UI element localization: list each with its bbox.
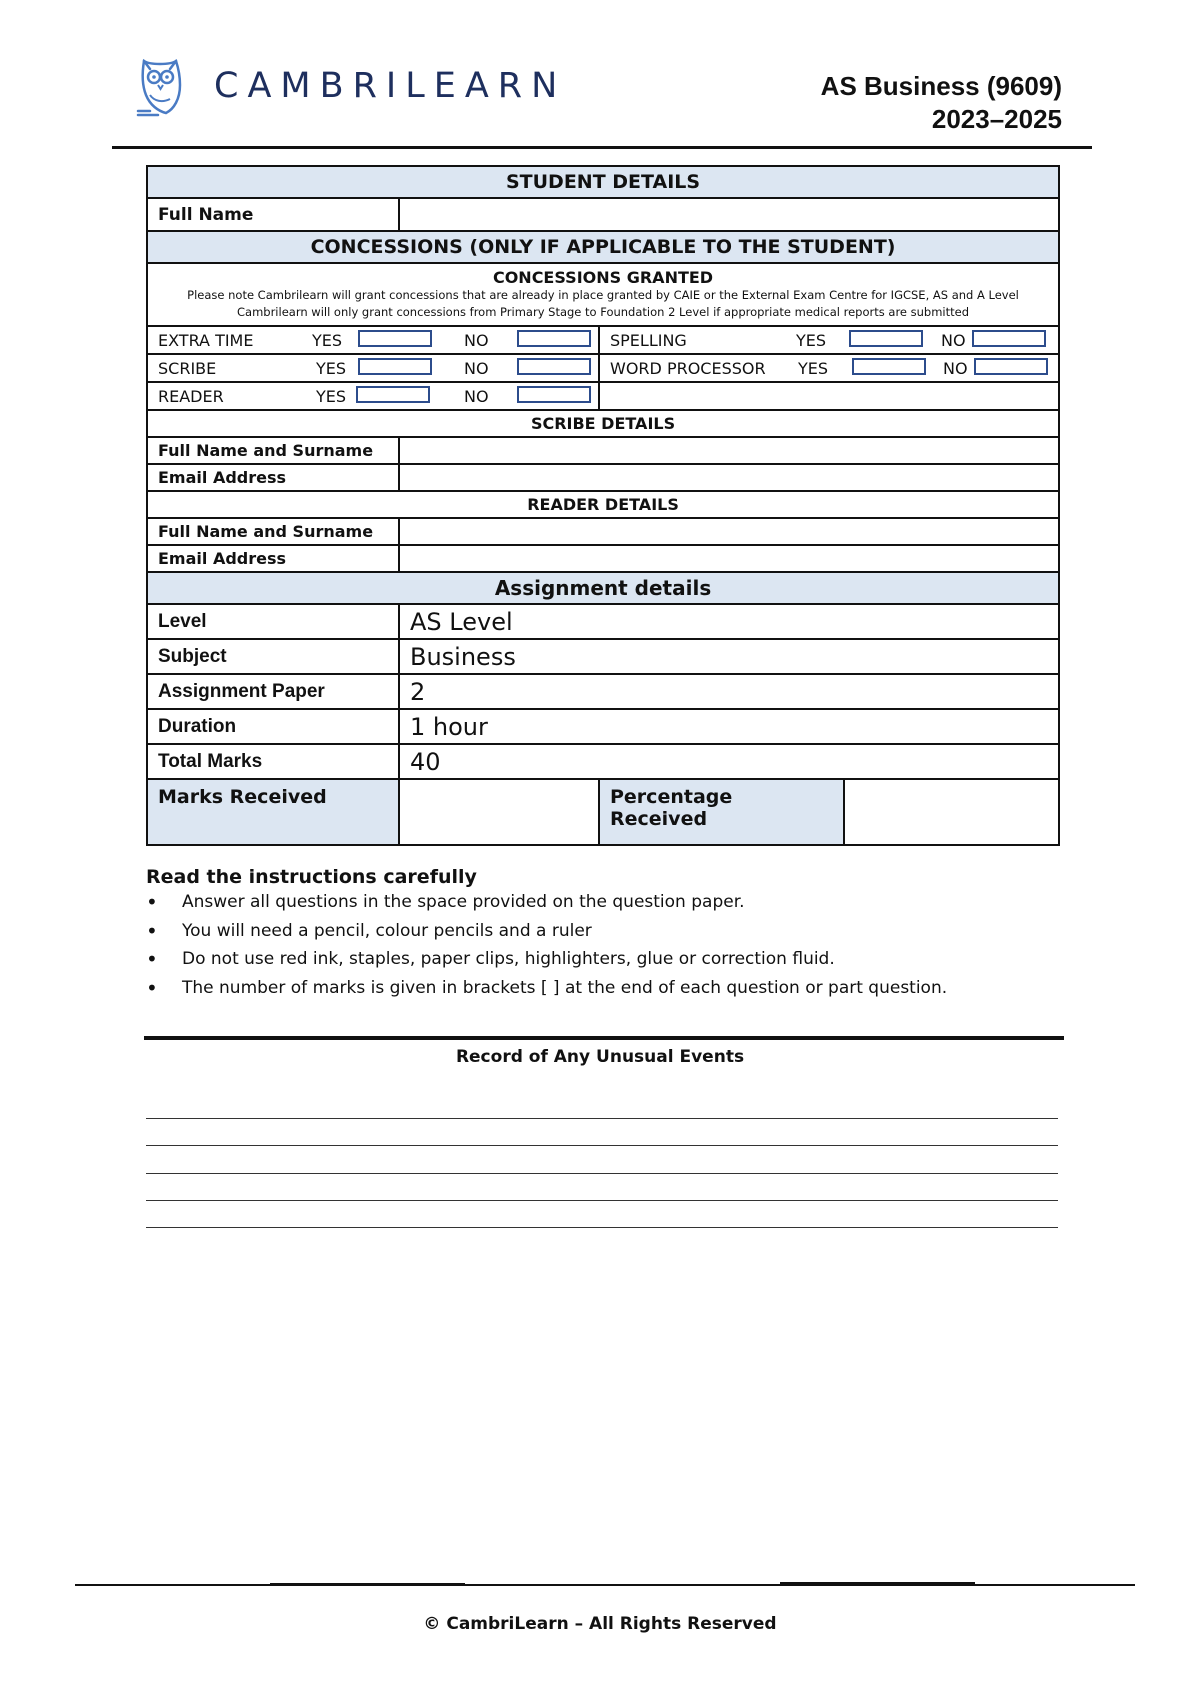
- duration-label: Duration: [147, 709, 399, 744]
- instruction-item: • You will need a pencil, colour pencils and a ruler: [146, 921, 947, 950]
- writing-line[interactable]: [146, 1200, 1058, 1201]
- percentage-received-label: Percentage Received: [599, 779, 844, 845]
- concession-label: SPELLING: [610, 331, 687, 350]
- assignment-details-heading: Assignment details: [147, 572, 1059, 604]
- writing-line[interactable]: [146, 1145, 1058, 1146]
- duration-value: 1 hour: [399, 709, 1059, 744]
- paper-label: Assignment Paper: [147, 674, 399, 709]
- yes-label: YES: [316, 387, 347, 406]
- spelling-no-checkbox[interactable]: [972, 330, 1046, 347]
- course-heading: [821, 70, 1062, 136]
- word-processor-no-checkbox[interactable]: [974, 358, 1048, 375]
- total-marks-label: Total Marks: [147, 744, 399, 779]
- yes-label: YES: [316, 359, 347, 378]
- cambrilearn-logo: [136, 54, 566, 118]
- word-processor-yes-checkbox[interactable]: [852, 358, 926, 375]
- no-label: NO: [464, 331, 489, 350]
- reader-no-checkbox[interactable]: [517, 386, 591, 403]
- concession-label: WORD PROCESSOR: [610, 359, 766, 378]
- footer-rule: [75, 1584, 1135, 1586]
- concessions-granted: [147, 263, 1059, 326]
- level-value: AS Level: [399, 604, 1059, 639]
- no-label: NO: [464, 359, 489, 378]
- no-label: NO: [464, 387, 489, 406]
- concessions-note-2: Cambrilearn will only grant concessions from Primary Stage to Foundation 2 Level if appropriate medical reports are submitted: [237, 305, 970, 319]
- concession-empty-cell: [599, 382, 1059, 410]
- extra-time-yes-checkbox[interactable]: [358, 330, 432, 347]
- writing-line[interactable]: [146, 1118, 1058, 1119]
- reader-name-field[interactable]: [399, 518, 1059, 545]
- writing-line[interactable]: [146, 1173, 1058, 1174]
- extra-time-no-checkbox[interactable]: [517, 330, 591, 347]
- subject-label: Subject: [147, 639, 399, 674]
- marks-received-label: Marks Received: [147, 779, 399, 845]
- scribe-email-label: Email Address: [147, 464, 399, 491]
- instruction-item: • The number of marks is given in brackets [ ] at the end of each question or part question.: [146, 978, 947, 1007]
- section-divider: [144, 1036, 1064, 1040]
- scribe-details-heading: SCRIBE DETAILS: [147, 410, 1059, 437]
- concession-label: READER: [158, 387, 224, 406]
- unusual-events-title: Record of Any Unusual Events: [455, 1047, 745, 1067]
- copyright-notice: © CambriLearn – All Rights Reserved: [423, 1614, 777, 1634]
- course-years: 2023–2025: [931, 104, 1062, 134]
- concession-spelling: [599, 326, 1059, 354]
- instruction-item: • Answer all questions in the space provided on the question paper.: [146, 892, 947, 921]
- reader-email-label: Email Address: [147, 545, 399, 572]
- concessions-heading: CONCESSIONS (ONLY IF APPLICABLE TO THE STUDENT): [147, 231, 1059, 263]
- spelling-yes-checkbox[interactable]: [849, 330, 923, 347]
- logo-wordmark: CAMBRILEARN: [214, 66, 567, 106]
- scribe-name-label: Full Name and Surname: [147, 437, 399, 464]
- concession-label: SCRIBE: [158, 359, 217, 378]
- yes-label: YES: [798, 359, 829, 378]
- concession-scribe: [147, 354, 599, 382]
- full-name-label: Full Name: [147, 198, 399, 231]
- full-name-field[interactable]: [399, 198, 1059, 231]
- scribe-no-checkbox[interactable]: [517, 358, 591, 375]
- concession-word-processor: [599, 354, 1059, 382]
- concessions-note-1: Please note Cambrilearn will grant concessions that are already in place granted by CAIE or the External Exam Centre for IGCSE, AS and A Level: [187, 288, 1019, 302]
- percentage-received-field[interactable]: [844, 779, 1059, 845]
- scribe-email-field[interactable]: [399, 464, 1059, 491]
- reader-email-field[interactable]: [399, 545, 1059, 572]
- instructions-title: Read the instructions carefully: [146, 866, 477, 888]
- footer-rule-accent: [780, 1582, 975, 1585]
- paper-value: 2: [399, 674, 1059, 709]
- concession-label: EXTRA TIME: [158, 331, 254, 350]
- header-rule: [112, 146, 1092, 149]
- scribe-yes-checkbox[interactable]: [358, 358, 432, 375]
- concession-extra-time: [147, 326, 599, 354]
- no-label: NO: [941, 331, 966, 350]
- course-title: AS Business (9609): [820, 71, 1062, 101]
- marks-received-field[interactable]: [399, 779, 599, 845]
- instructions-list: [146, 892, 947, 1006]
- level-label: Level: [147, 604, 399, 639]
- yes-label: YES: [796, 331, 827, 350]
- subject-value: Business: [399, 639, 1059, 674]
- no-label: NO: [943, 359, 968, 378]
- reader-yes-checkbox[interactable]: [356, 386, 430, 403]
- student-details-heading: STUDENT DETAILS: [147, 166, 1059, 198]
- concession-reader: [147, 382, 599, 410]
- yes-label: YES: [312, 331, 343, 350]
- instruction-item: • Do not use red ink, staples, paper clips, highlighters, glue or correction fluid.: [146, 949, 947, 978]
- concessions-granted-title: CONCESSIONS GRANTED: [492, 268, 714, 287]
- scribe-name-field[interactable]: [399, 437, 1059, 464]
- reader-name-label: Full Name and Surname: [147, 518, 399, 545]
- total-marks-value: 40: [399, 744, 1059, 779]
- owl-logo-icon: [136, 55, 184, 117]
- student-form: [146, 165, 1060, 846]
- writing-line[interactable]: [146, 1227, 1058, 1228]
- reader-details-heading: READER DETAILS: [147, 491, 1059, 518]
- footer-rule-accent: [270, 1583, 465, 1586]
